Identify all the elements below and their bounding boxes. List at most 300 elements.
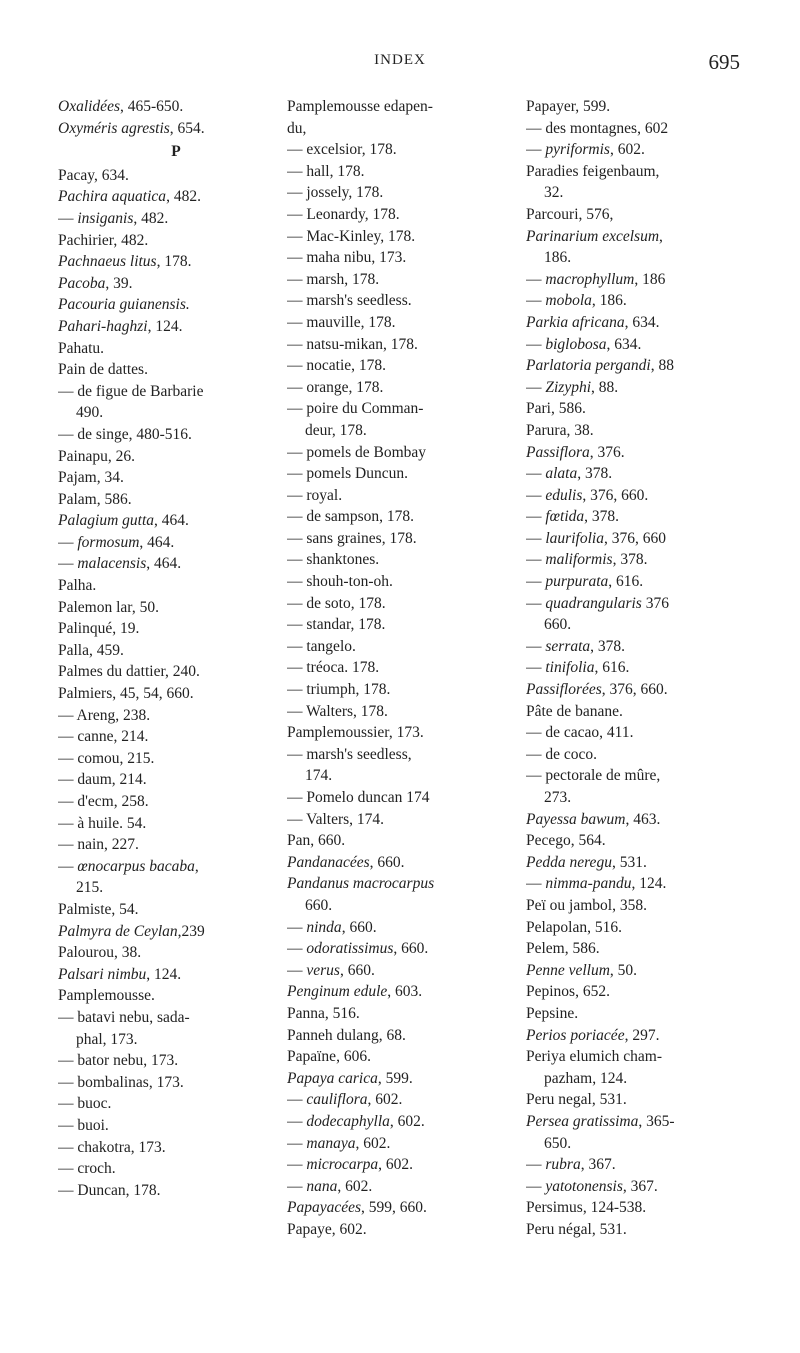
entry-term-italic: Pacoba xyxy=(58,274,106,292)
entry-text: phal, 173. xyxy=(76,1030,138,1048)
entry-text: — nocatie, 178. xyxy=(287,357,387,375)
entry-text: Periya elumich cham- xyxy=(526,1048,663,1066)
entry-text: , 602. xyxy=(337,1177,373,1195)
entry-term-italic: Palsari nimbu xyxy=(58,965,147,983)
index-entry xyxy=(58,118,294,140)
entry-text: — Mac-Kinley, 178. xyxy=(287,227,416,245)
index-entry xyxy=(526,161,762,183)
index-entry xyxy=(58,1007,294,1029)
entry-text: — shouh-ton-oh. xyxy=(287,573,393,591)
entry-text: , 634. xyxy=(624,313,660,331)
entry-text: Painapu, 26. xyxy=(58,447,136,465)
index-entry xyxy=(287,182,523,204)
entry-text: , 50. xyxy=(609,961,638,979)
entry-text: 215. xyxy=(76,879,104,897)
index-entry xyxy=(287,830,523,852)
entry-text: Palha. xyxy=(58,577,97,595)
entry-text: — xyxy=(526,594,546,612)
entry-text: Pachirier, 482. xyxy=(58,231,149,249)
entry-text: Papayer, 599. xyxy=(526,98,611,115)
index-entry xyxy=(58,381,294,403)
entry-text: — xyxy=(526,551,546,569)
index-column-right xyxy=(526,96,762,1240)
index-entry xyxy=(287,852,523,874)
index-entry xyxy=(526,765,762,787)
index-entry xyxy=(58,1093,294,1115)
index-entry xyxy=(287,463,523,485)
entry-text: Palam, 586. xyxy=(58,490,132,508)
index-entry xyxy=(58,402,294,424)
entry-text: — xyxy=(526,141,546,159)
entry-term-italic: Pandanacées xyxy=(287,853,370,871)
entry-text: Pâte de banane. xyxy=(526,702,623,720)
entry-text: , 634. xyxy=(606,335,642,353)
index-entry xyxy=(287,873,523,895)
entry-text: — xyxy=(287,1112,307,1130)
index-entry xyxy=(526,657,762,679)
entry-text: — canne, 214. xyxy=(58,728,149,746)
entry-text: — xyxy=(58,209,78,227)
index-entry xyxy=(526,981,762,1003)
index-entry xyxy=(58,446,294,468)
index-entry xyxy=(526,528,762,550)
entry-text: , 463. xyxy=(625,810,661,828)
index-entry xyxy=(58,1029,294,1051)
entry-text: , 602. xyxy=(355,1134,391,1152)
entry-text: , 378. xyxy=(590,637,626,655)
index-entry xyxy=(526,701,762,723)
index-entry xyxy=(58,338,294,360)
index-entry xyxy=(58,791,294,813)
index-entry xyxy=(287,1046,523,1068)
entry-text: , 367. xyxy=(622,1177,658,1195)
entry-term-italic: cauliflora xyxy=(306,1091,368,1109)
index-entry xyxy=(58,510,294,532)
index-entry xyxy=(287,312,523,334)
entry-text: Palourou, 38. xyxy=(58,944,142,962)
entry-text: pazham, 124. xyxy=(544,1069,628,1087)
entry-text: — xyxy=(526,378,546,396)
entry-text: — Areng, 238. xyxy=(58,706,151,724)
index-entry xyxy=(58,1115,294,1137)
entry-text: — des montagnes, 602 xyxy=(526,119,669,137)
entry-text: Pari, 586. xyxy=(526,400,586,418)
entry-text: 376 xyxy=(641,594,669,612)
index-entry xyxy=(287,139,523,161)
index-entry xyxy=(287,506,523,528)
entry-text: Panneh dulang, 68. xyxy=(287,1026,406,1044)
entry-text: , 660. xyxy=(339,961,375,979)
index-entry xyxy=(287,290,523,312)
entry-text: , 376, 660. xyxy=(582,486,649,504)
entry-text: — poire du Comman- xyxy=(287,400,424,418)
entry-text: — xyxy=(526,659,546,677)
entry-text: ,239 xyxy=(177,922,205,940)
index-entry xyxy=(58,834,294,856)
entry-text: Pain de dattes. xyxy=(58,361,148,379)
index-entry xyxy=(526,442,762,464)
entry-text: , 464. xyxy=(139,533,175,551)
entry-text: — chakotra, 173. xyxy=(58,1138,166,1156)
entry-text: — bombalinas, 173. xyxy=(58,1073,184,1091)
index-entry xyxy=(526,1025,762,1047)
entry-text: — xyxy=(526,292,546,310)
entry-text: — standar, 178. xyxy=(287,616,386,634)
index-entry xyxy=(58,424,294,446)
index-entry xyxy=(526,269,762,291)
index-entry xyxy=(58,856,294,878)
entry-text: — croch. xyxy=(58,1160,116,1178)
entry-text: , xyxy=(194,857,199,875)
index-entry xyxy=(526,420,762,442)
entry-text: Pamplemoussier, 173. xyxy=(287,724,424,742)
entry-text: — xyxy=(526,465,546,483)
entry-term-italic: Palagium gutta xyxy=(58,512,155,530)
index-entry xyxy=(287,895,523,917)
index-entry xyxy=(287,1176,523,1198)
entry-text: Paradies feigenbaum, xyxy=(526,162,660,180)
entry-text: — pomels Duncun. xyxy=(287,465,408,483)
entry-term-italic: Penginum edule xyxy=(287,983,388,1001)
entry-text: — Duncan, 178. xyxy=(58,1181,161,1199)
index-entry xyxy=(58,597,294,619)
index-entry xyxy=(58,1158,294,1180)
entry-text: — de coco. xyxy=(526,745,598,763)
index-entry xyxy=(526,1133,762,1155)
index-entry xyxy=(58,294,294,316)
entry-term-italic: dodecaphylla xyxy=(306,1112,390,1130)
entry-text: Palmiste, 54. xyxy=(58,900,139,918)
index-entry xyxy=(287,269,523,291)
entry-term-italic: tinifolia xyxy=(545,659,595,677)
entry-text: — Leonardy, 178. xyxy=(287,205,400,223)
index-entry xyxy=(526,226,762,248)
entry-text: — xyxy=(526,1156,546,1174)
entry-text: Pan, 660. xyxy=(287,832,346,850)
index-entry xyxy=(58,618,294,640)
entry-term-italic: Oxyméris agrestis xyxy=(58,119,170,137)
entry-text: , 482. xyxy=(133,209,169,227)
index-entry xyxy=(58,769,294,791)
index-entry xyxy=(287,679,523,701)
entry-term-italic: Pandanus macrocarpus xyxy=(287,875,435,893)
entry-text: , 599, 660. xyxy=(361,1199,427,1217)
index-entry xyxy=(526,852,762,874)
index-entry xyxy=(58,705,294,727)
entry-text: Papaïne, 606. xyxy=(287,1048,371,1066)
index-entry xyxy=(287,161,523,183)
entry-term-italic: biglobosa xyxy=(545,335,607,353)
index-entry xyxy=(287,1111,523,1133)
index-entry xyxy=(287,485,523,507)
index-entry xyxy=(526,139,762,161)
entry-text: — xyxy=(526,1177,546,1195)
index-entry xyxy=(526,1089,762,1111)
index-entry xyxy=(287,1068,523,1090)
entry-term-italic: maliformis xyxy=(545,551,613,569)
entry-term-italic: Persea gratissima xyxy=(526,1112,639,1130)
entry-text: , 464. xyxy=(146,555,182,573)
page-number: 695 xyxy=(708,50,740,74)
index-entry xyxy=(287,1089,523,1111)
index-entry xyxy=(58,985,294,1007)
index-entry xyxy=(58,964,294,986)
index-entry xyxy=(58,186,294,208)
entry-text: — mauville, 178. xyxy=(287,313,396,331)
entry-term-italic: Papaya carica xyxy=(287,1069,378,1087)
index-entry xyxy=(526,398,762,420)
entry-text: — à huile. 54. xyxy=(58,814,147,832)
entry-text: Pepinos, 652. xyxy=(526,983,610,1001)
entry-text: — marsh's seedless, xyxy=(287,745,412,763)
index-entry xyxy=(526,204,762,226)
entry-term-italic: odoratissimus xyxy=(306,940,394,958)
index-entry xyxy=(287,917,523,939)
entry-text: — pomels de Bombay xyxy=(287,443,427,461)
index-entry xyxy=(526,118,762,140)
entry-text: — xyxy=(526,573,546,591)
index-entry xyxy=(58,813,294,835)
index-entry xyxy=(58,230,294,252)
entry-text: , 602. xyxy=(367,1091,403,1109)
index-entry xyxy=(287,744,523,766)
entry-text: — pectorale de mûre, xyxy=(526,767,661,785)
index-entry xyxy=(58,273,294,295)
entry-text: — excelsior, 178. xyxy=(287,141,397,159)
entry-text: du, xyxy=(287,119,307,137)
entry-text: — xyxy=(526,875,546,893)
entry-text: — xyxy=(526,270,546,288)
entry-term-italic: alata xyxy=(545,465,578,483)
entry-text: Parura, 38. xyxy=(526,421,594,439)
index-entry xyxy=(58,489,294,511)
index-entry xyxy=(287,981,523,1003)
entry-text: Peru négal, 531. xyxy=(526,1220,627,1238)
index-entry xyxy=(287,657,523,679)
entry-term-italic: laurifolia xyxy=(545,529,604,547)
entry-text: , 367. xyxy=(580,1156,616,1174)
entry-text: Pamplemousse edapen- xyxy=(287,98,433,115)
entry-text: — tangelo. xyxy=(287,637,356,655)
index-entry xyxy=(58,1137,294,1159)
index-entry xyxy=(526,809,762,831)
index-entry xyxy=(526,1068,762,1090)
index-entry xyxy=(526,1046,762,1068)
entry-text: , 39. xyxy=(105,274,133,292)
entry-text: , 376, 660 xyxy=(603,529,666,547)
entry-text: , 616. xyxy=(594,659,630,677)
index-entry xyxy=(526,938,762,960)
entry-term-italic: microcarpa xyxy=(306,1156,379,1174)
index-entry xyxy=(526,636,762,658)
index-entry xyxy=(287,1219,523,1241)
index-entry xyxy=(287,549,523,571)
index-entry xyxy=(526,614,762,636)
index-entry xyxy=(287,247,523,269)
entry-term-italic: malacensis xyxy=(77,555,147,573)
entry-text: — triumph, 178. xyxy=(287,681,391,699)
entry-text: Palinqué, 19. xyxy=(58,620,140,638)
index-entry xyxy=(287,765,523,787)
entry-text: Palmiers, 45, 54, 660. xyxy=(58,685,194,703)
index-entry xyxy=(526,917,762,939)
entry-text: , 616. xyxy=(608,573,644,591)
entry-text: — daum, 214. xyxy=(58,771,147,789)
index-entry xyxy=(526,1111,762,1133)
entry-term-italic: manaya xyxy=(306,1134,356,1152)
entry-text: — de figue de Barbarie xyxy=(58,382,204,400)
index-entry xyxy=(287,528,523,550)
index-entry xyxy=(58,208,294,230)
index-entry xyxy=(58,553,294,575)
entry-text: , 124. xyxy=(146,965,182,983)
entry-text: — de sampson, 178. xyxy=(287,508,415,526)
entry-text: , xyxy=(659,227,663,245)
entry-text: Pahatu. xyxy=(58,339,105,357)
entry-text: P xyxy=(171,143,181,161)
entry-term-italic: Palmyra de Ceylan xyxy=(58,922,178,940)
entry-term-italic: verus xyxy=(306,961,340,979)
entry-text: , 365- xyxy=(638,1112,675,1130)
index-entry xyxy=(58,942,294,964)
entry-text: — orange, 178. xyxy=(287,378,384,396)
index-column-left xyxy=(58,96,294,1201)
entry-text: — tréoca. 178. xyxy=(287,659,380,677)
entry-text: — xyxy=(526,335,546,353)
entry-term-italic: rubra xyxy=(545,1156,581,1174)
entry-text: — Valters, 174. xyxy=(287,810,385,828)
entry-text: — xyxy=(58,533,78,551)
index-entry xyxy=(526,895,762,917)
entry-text: Pajam, 34. xyxy=(58,469,124,487)
entry-text: , 186 xyxy=(634,270,666,288)
entry-term-italic: Pachira aquatica xyxy=(58,188,167,206)
index-entry xyxy=(58,748,294,770)
entry-text: — xyxy=(287,1156,307,1174)
entry-text: Pelem, 586. xyxy=(526,940,600,958)
entry-term-italic: Parlatoria pergandi xyxy=(526,357,651,375)
index-entry xyxy=(526,873,762,895)
entry-text: , 654. xyxy=(169,119,205,137)
entry-term-italic: insiganis xyxy=(77,209,134,227)
entry-text: , 464. xyxy=(154,512,189,530)
entry-term-italic: mobola xyxy=(545,292,592,310)
entry-text: , 378. xyxy=(584,508,620,526)
index-entry xyxy=(58,251,294,273)
index-entry xyxy=(287,1025,523,1047)
index-entry xyxy=(287,1003,523,1025)
index-entry xyxy=(287,593,523,615)
index-entry xyxy=(526,485,762,507)
entry-text: — xyxy=(287,918,307,936)
index-entry xyxy=(526,182,762,204)
entry-text: , 660. xyxy=(341,918,377,936)
index-entry xyxy=(287,118,523,140)
entry-text: — Pomelo duncan 174 xyxy=(287,789,430,806)
entry-text: 660. xyxy=(305,896,333,914)
entry-text: Panna, 516. xyxy=(287,1004,360,1022)
entry-text: , 602. xyxy=(609,141,645,159)
entry-text: deur, 178. xyxy=(305,421,367,439)
entry-text: Pepsine. xyxy=(526,1004,579,1022)
index-entry xyxy=(58,899,294,921)
entry-text: , 88. xyxy=(591,378,619,396)
entry-text: Persimus, 124-538. xyxy=(526,1199,647,1217)
index-entry xyxy=(287,204,523,226)
entry-term-italic: edulis xyxy=(545,486,583,504)
entry-term-italic: Passiflorées xyxy=(526,681,602,699)
entry-term-italic: Oxalidées xyxy=(58,98,120,115)
entry-text: Pacay, 634. xyxy=(58,166,129,184)
entry-term-italic: ninda xyxy=(306,918,342,936)
entry-text: — batavi nebu, sada- xyxy=(58,1008,190,1026)
entry-text: — bator nebu, 173. xyxy=(58,1052,179,1070)
index-entry xyxy=(58,640,294,662)
entry-text: — xyxy=(58,555,78,573)
index-entry xyxy=(526,830,762,852)
entry-text: — nain, 227. xyxy=(58,836,139,854)
entry-term-italic: Pacouria guianensis. xyxy=(58,296,190,314)
entry-text: — xyxy=(287,1177,307,1195)
entry-text: 186. xyxy=(544,249,572,267)
entry-text: , 660. xyxy=(369,853,405,871)
entry-text: — marsh, 178. xyxy=(287,270,380,288)
entry-term-italic: pyriformis xyxy=(545,141,610,159)
index-entry xyxy=(58,1050,294,1072)
entry-text: — de singe, 480-516. xyxy=(58,425,192,443)
index-entry xyxy=(526,571,762,593)
entry-text: — sans graines, 178. xyxy=(287,529,417,547)
entry-text: , 378. xyxy=(612,551,648,569)
index-entry xyxy=(287,614,523,636)
entry-text: , 482. xyxy=(166,188,201,206)
entry-term-italic: yatotonensis xyxy=(545,1177,623,1195)
entry-term-italic: Papayacées xyxy=(287,1199,362,1217)
index-entry xyxy=(287,355,523,377)
entry-text: — maha nibu, 173. xyxy=(287,249,407,267)
index-entry xyxy=(58,683,294,705)
entry-term-italic: Parinarium excelsum xyxy=(526,227,660,245)
entry-text: 273. xyxy=(544,789,572,806)
entry-text: — xyxy=(526,486,546,504)
index-entry xyxy=(526,290,762,312)
entry-term-italic: œnocarpus bacaba xyxy=(77,857,195,875)
index-entry xyxy=(58,165,294,187)
index-entry xyxy=(526,722,762,744)
entry-term-italic: Perios poriacée xyxy=(526,1026,625,1044)
entry-text: , 603. xyxy=(387,983,423,1001)
index-entry xyxy=(58,921,294,943)
entry-text: Palla, 459. xyxy=(58,641,124,659)
entry-text: Parcouri, 576, xyxy=(526,205,614,223)
index-entry xyxy=(526,334,762,356)
index-entry xyxy=(58,1180,294,1202)
entry-text: , 465-650. xyxy=(119,98,184,115)
index-entry xyxy=(287,334,523,356)
index-entry xyxy=(58,532,294,554)
entry-text: , 297. xyxy=(624,1026,660,1044)
entry-text: Pamplemousse. xyxy=(58,987,155,1005)
entry-text: Peru negal, 531. xyxy=(526,1091,627,1109)
index-entry xyxy=(287,571,523,593)
entry-text: 490. xyxy=(76,404,104,422)
index-entry xyxy=(287,226,523,248)
entry-term-italic: Pedda neregu xyxy=(526,853,612,871)
entry-text: , 124. xyxy=(631,875,667,893)
index-entry xyxy=(287,96,523,118)
entry-text: — natsu-mikan, 178. xyxy=(287,335,418,353)
index-entry xyxy=(526,506,762,528)
